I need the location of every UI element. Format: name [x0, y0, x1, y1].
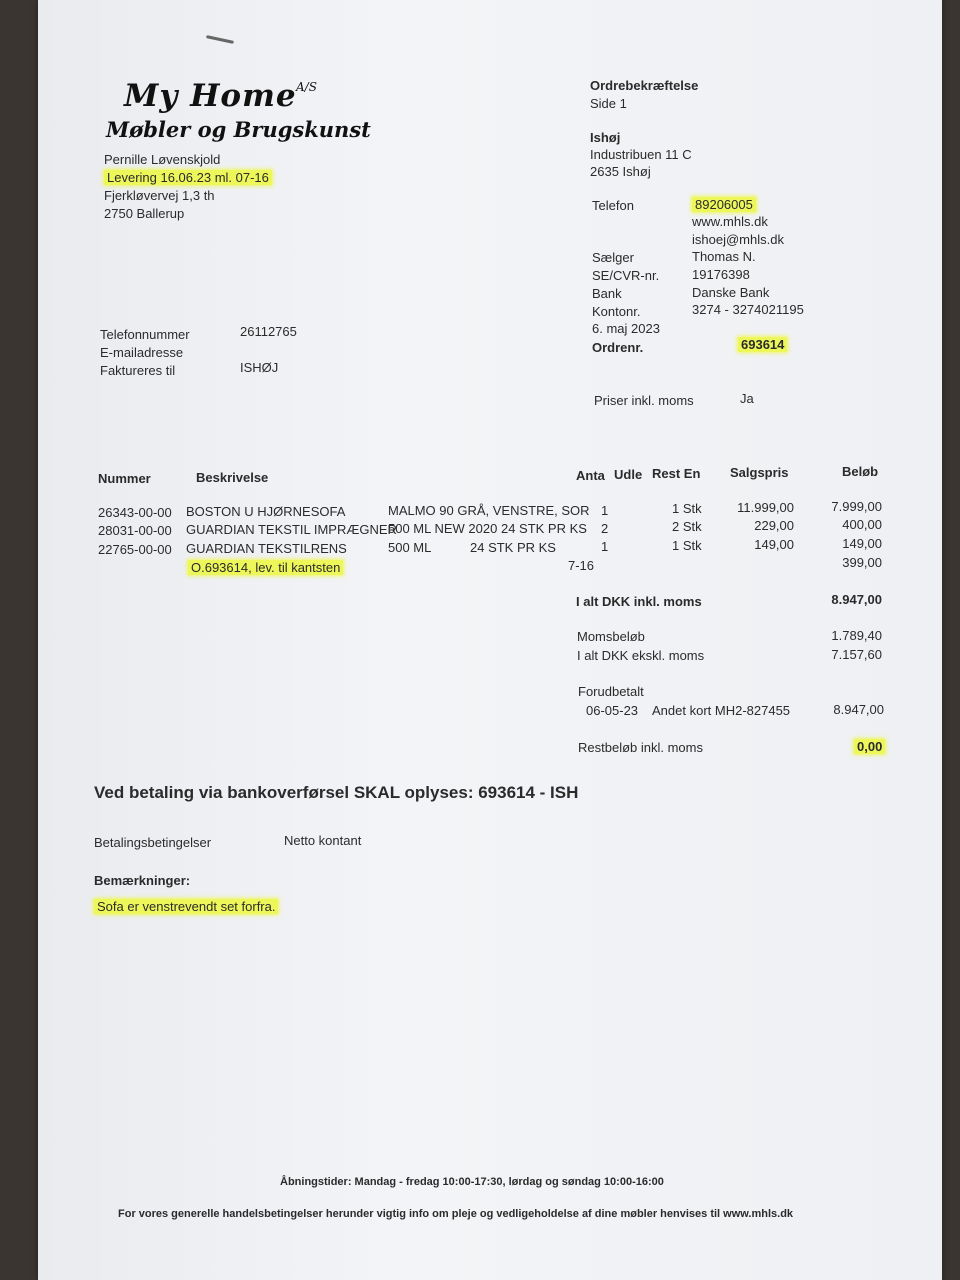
prepaid-label: Forudbetalt [578, 684, 644, 699]
store-street: Industribuen 11 C [590, 147, 692, 162]
row1-belob: 7.999,00 [831, 499, 882, 514]
opening-hours: Åbningstider: Mandag - fredag 10:00-17:30, lørdag og søndag 10:00-16:00 [280, 1176, 664, 1188]
bank-transfer-notice: Ved betaling via bankoverførsel SKAL oplyses: 693614 - ISH [94, 783, 579, 802]
billed-label: Faktureres til [100, 363, 176, 378]
row1-nummer: 26343-00-00 [98, 505, 172, 520]
vat-label: Priser inkl. moms [594, 393, 694, 408]
row1-rest: 1 Stk [672, 501, 702, 516]
prepaid-amount: 8.947,00 [833, 702, 884, 717]
prepaid-method: Andet kort MH2-827455 [652, 703, 791, 718]
customer-street: Fjerkløvervej 1,3 th [104, 188, 215, 203]
bank-name: Danske Bank [692, 285, 770, 300]
row3-desc: GUARDIAN TEKSTILRENS [186, 541, 347, 556]
row2-salgspris: 229,00 [754, 518, 794, 533]
vat-amount: 1.789,40 [831, 628, 882, 643]
payment-terms: Netto kontant [284, 833, 362, 848]
delivery-amount: 399,00 [842, 555, 882, 570]
cvr-label: SE/CVR-nr. [592, 268, 660, 283]
delivery-note: O.693614, lev. til kantsten [188, 560, 343, 575]
bank-label: Bank [592, 286, 622, 301]
customer-email-label: E-mailadresse [100, 345, 184, 360]
account-number: 3274 - 3274021195 [692, 302, 804, 317]
store-phone: 89206005 [692, 197, 756, 212]
total-excl-label: I alt DKK ekskl. moms [577, 648, 705, 663]
cvr-number: 19176398 [692, 267, 750, 282]
row2-desc: GUARDIAN TEKSTIL IMPRÆGNER [186, 522, 397, 537]
row2-belob: 400,00 [842, 517, 882, 532]
store-name: Ishøj [590, 130, 621, 145]
document-title: Ordrebekræftelse [590, 78, 699, 93]
col-nummer: Nummer [98, 471, 151, 486]
row3-variant: 500 ML [388, 540, 432, 555]
col-salgspris: Salgspris [730, 465, 789, 480]
remaining-label: Restbeløb inkl. moms [578, 740, 703, 755]
row3-belob: 149,00 [842, 536, 882, 551]
row1-variant: MALMO 90 GRÅ, VENSTRE, SOR [388, 503, 590, 518]
logo-subtitle: Møbler og Brugskunst [106, 117, 371, 142]
customer-name: Pernille Løvenskjold [104, 152, 221, 167]
order-number: 693614 [738, 337, 787, 352]
row2-rest: 2 Stk [672, 519, 702, 534]
remarks-text: Sofa er venstrevendt set forfra. [94, 899, 278, 914]
col-belob: Beløb [842, 464, 879, 479]
col-beskrivelse: Beskrivelse [196, 470, 269, 485]
delivery-time: 7-16 [568, 558, 595, 573]
customer-city: 2750 Ballerup [104, 206, 185, 221]
page-number: Side 1 [590, 96, 627, 111]
billed-to: ISHØJ [240, 360, 279, 375]
customer-phone-label: Telefonnummer [100, 327, 190, 342]
row3-antal: 1 [601, 539, 609, 554]
prepaid-date: 06-05-23 [586, 703, 639, 718]
total-excl: 7.157,60 [831, 647, 882, 662]
row3-nummer: 22765-00-00 [98, 542, 172, 557]
delivery-info: Levering 16.06.23 ml. 07-16 [104, 170, 272, 185]
vat-amount-label: Momsbeløb [577, 629, 645, 644]
row3-pack: 24 STK PR KS [470, 540, 556, 555]
row2-variant: 500 ML NEW 2020 24 STK PR KS [388, 521, 587, 536]
row1-salgspris: 11.999,00 [737, 500, 794, 515]
order-number-label: Ordrenr. [592, 340, 644, 355]
vat-included: Ja [740, 391, 754, 406]
store-email: ishoej@mhls.dk [692, 232, 784, 247]
col-udle: Udle [614, 467, 643, 482]
staple [206, 35, 234, 44]
logo-title: My Home [124, 78, 297, 114]
total-incl-label: I alt DKK inkl. moms [576, 594, 702, 609]
store-phone-label: Telefon [592, 198, 634, 213]
account-label: Kontonr. [592, 304, 641, 319]
document-page [38, 0, 942, 1280]
total-incl: 8.947,00 [831, 592, 882, 607]
col-rest: Rest En [652, 466, 701, 481]
seller-label: Sælger [592, 250, 634, 265]
payment-terms-label: Betalingsbetingelser [94, 835, 212, 850]
remaining-amount: 0,00 [854, 739, 885, 754]
row3-salgspris: 149,00 [754, 537, 794, 552]
seller-name: Thomas N. [692, 249, 756, 264]
row2-antal: 2 [601, 521, 609, 536]
logo-suffix: A/S [296, 80, 317, 94]
row1-desc: BOSTON U HJØRNESOFA [186, 504, 346, 519]
row2-nummer: 28031-00-00 [98, 523, 172, 538]
col-antal: Anta [576, 468, 605, 483]
row3-rest: 1 Stk [672, 538, 702, 553]
store-city: 2635 Ishøj [590, 164, 651, 179]
terms-footer: For vores generelle handelsbetingelser herunder vigtig info om pleje og vedligeholdelse af dine møbler henvises til www.mhls.dk [118, 1208, 794, 1220]
customer-phone: 26112765 [240, 324, 297, 339]
row1-antal: 1 [601, 503, 609, 518]
remarks-label: Bemærkninger: [94, 873, 191, 888]
store-website: www.mhls.dk [692, 214, 768, 229]
order-date: 6. maj 2023 [592, 321, 660, 336]
